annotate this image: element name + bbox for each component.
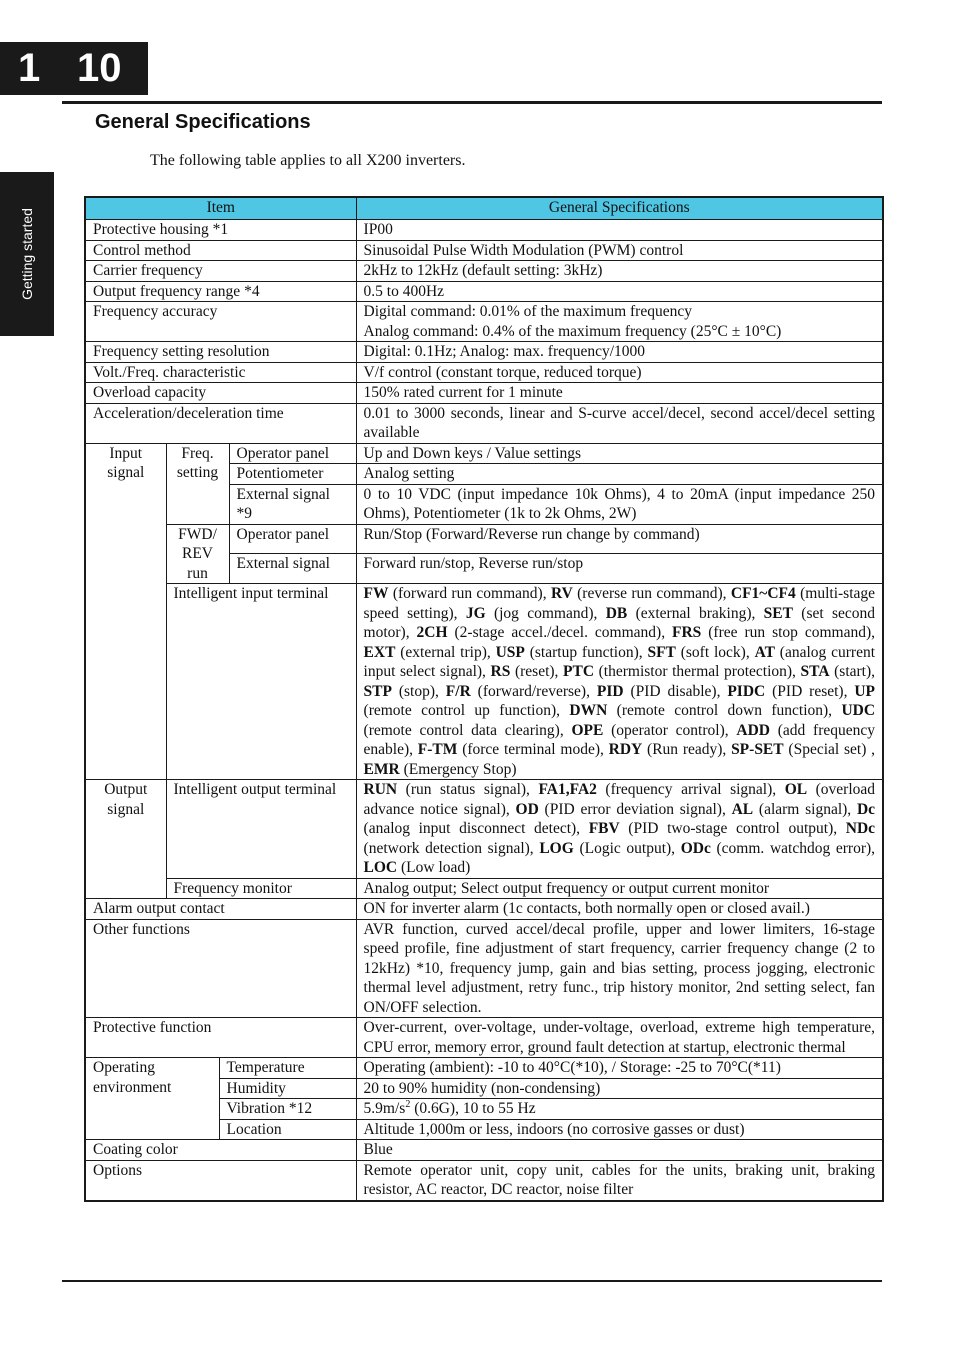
- footer-rule: [62, 1280, 882, 1282]
- row-item: Options: [85, 1160, 356, 1201]
- row-spec: Sinusoidal Pulse Width Modulation (PWM) control: [356, 240, 883, 261]
- signal-description: (alarm signal),: [753, 800, 857, 818]
- table-row: [85, 1018, 883, 1058]
- row-spec: [356, 584, 883, 780]
- row-item: External signal: [229, 554, 356, 584]
- signal-code: OL: [784, 781, 808, 798]
- table-row: [85, 403, 883, 443]
- table-row: [85, 780, 883, 879]
- row-spec: Analog output; Select output frequency or output current monitor: [356, 878, 883, 899]
- table-row: [85, 383, 883, 404]
- signal-code: RUN: [363, 781, 398, 798]
- row-item: Other functions: [85, 919, 356, 1018]
- row-item: Acceleration/deceleration time: [85, 403, 356, 443]
- row-spec: Blue: [356, 1140, 883, 1161]
- signal-code: SET: [763, 604, 793, 622]
- signal-description: (remote control down function),: [607, 702, 842, 719]
- signal-description: (free run stop command),: [701, 624, 876, 641]
- superscript: 2: [405, 1098, 411, 1110]
- col-header-item: Item: [85, 197, 356, 220]
- signal-description: (Special set) ,: [783, 741, 876, 758]
- signal-code: STA: [800, 663, 830, 680]
- signal-description: (PID reset),: [765, 682, 855, 700]
- signal-description: (thermistor thermal protection),: [594, 663, 801, 680]
- side-tab: [0, 172, 54, 336]
- row-item: Temperature: [219, 1058, 356, 1079]
- signal-code: DWN: [569, 702, 608, 719]
- signal-description: (network detection signal),: [363, 839, 540, 857]
- signal-description: (operator control),: [603, 721, 737, 739]
- signal-description: (Logic output),: [573, 839, 681, 857]
- output-signal-group: Output signal: [85, 780, 166, 899]
- signal-code: UDC: [841, 702, 876, 719]
- signal-code: SP-SET: [731, 741, 784, 758]
- row-item: Humidity: [219, 1078, 356, 1099]
- row-spec: Digital: 0.1Hz; Analog: max. frequency/1000: [356, 342, 883, 363]
- signal-description: (Emergency Stop): [399, 760, 517, 778]
- signal-description: (jog command),: [485, 604, 606, 622]
- row-item: Vibration *12: [219, 1099, 356, 1120]
- row-spec: [356, 1099, 883, 1120]
- signal-code: UP: [854, 682, 876, 700]
- signal-code: CF1~CF4: [730, 585, 796, 602]
- table-row: [85, 281, 883, 302]
- table-row: [85, 1160, 883, 1201]
- signal-code: PIDC: [727, 682, 766, 700]
- row-spec: [356, 780, 883, 879]
- signal-code: FBV: [588, 820, 620, 837]
- signal-code: AT: [754, 643, 775, 661]
- row-item: Frequency monitor: [166, 878, 356, 899]
- row-item: Location: [219, 1119, 356, 1140]
- row-spec: 0.01 to 3000 seconds, linear and S-curve accel/decel, second accel/decel setting available: [356, 403, 883, 443]
- page-number: 10: [77, 46, 122, 90]
- signal-code: ADD: [736, 721, 770, 739]
- signal-code: RDY: [608, 741, 643, 758]
- signal-description: (overload advance notice signal),: [363, 781, 876, 818]
- signal-code: LOG: [539, 839, 574, 857]
- row-item: Operator panel: [229, 443, 356, 464]
- header-rule: [62, 101, 882, 104]
- signal-description: (PID error deviation signal),: [538, 800, 732, 818]
- signal-description: (add frequency enable),: [363, 721, 876, 758]
- spec-line: Analog command: 0.4% of the maximum frequency (25°C ± 10°C): [363, 322, 782, 340]
- table-row: [85, 919, 883, 1018]
- row-item: Intelligent input terminal: [166, 584, 356, 780]
- page-number-box: [0, 42, 148, 95]
- signal-description: (forward/reverse),: [470, 682, 597, 700]
- signal-description: (Run ready),: [642, 741, 732, 758]
- signal-description: (comm. watchdog error),: [710, 839, 876, 857]
- signal-code: FRS: [672, 624, 702, 641]
- signal-description: (frequency arrival signal),: [596, 781, 785, 798]
- signal-code: AL: [731, 800, 754, 818]
- signal-code: RV: [550, 585, 573, 602]
- signal-code: PTC: [563, 663, 595, 680]
- signal-description: (start),: [829, 663, 876, 680]
- signal-code: ODc: [680, 839, 711, 857]
- chapter-number: 1: [18, 46, 41, 90]
- row-item: Frequency accuracy: [85, 302, 356, 342]
- signal-code: FA1,FA2: [538, 781, 597, 798]
- row-spec: 2kHz to 12kHz (default setting: 3kHz): [356, 261, 883, 282]
- signal-code: NDc: [845, 820, 876, 837]
- signal-code: F/R: [445, 682, 471, 700]
- signal-code: PID: [596, 682, 624, 700]
- row-spec: Analog setting: [356, 464, 883, 485]
- row-spec: Over-current, over-voltage, under-voltage, overload, extreme high temperature, CPU error, memory error, ground fault detection at startup, electronic thermal: [356, 1018, 883, 1058]
- row-item: Protective function: [85, 1018, 356, 1058]
- row-spec: 0.5 to 400Hz: [356, 281, 883, 302]
- signal-description: (Low load): [397, 859, 471, 876]
- row-spec: Altitude 1,000m or less, indoors (no corrosive gasses or dust): [356, 1119, 883, 1140]
- intro-text: The following table applies to all X200 inverters.: [150, 152, 466, 169]
- row-item: Frequency setting resolution: [85, 342, 356, 363]
- table-row: [85, 302, 883, 342]
- table-header-row: [85, 197, 883, 220]
- signal-code: F-TM: [417, 741, 458, 758]
- signal-description: (stop),: [391, 682, 446, 700]
- table-row: [85, 584, 883, 780]
- table-row: [85, 220, 883, 241]
- signal-code: LOC: [363, 859, 398, 876]
- table-row: [85, 342, 883, 363]
- spec-table: [84, 196, 884, 1202]
- spec-text: (0.6G), 10 to 55 Hz: [410, 1100, 536, 1117]
- row-item: Alarm output contact: [85, 899, 356, 920]
- signal-description: (force terminal mode),: [457, 741, 609, 758]
- signal-description: (external trip),: [395, 643, 496, 661]
- row-spec: Up and Down keys / Value settings: [356, 443, 883, 464]
- signal-description: (remote control up function),: [363, 702, 570, 719]
- signal-description: (remote control data clearing),: [363, 721, 572, 739]
- signal-code: RS: [490, 663, 511, 680]
- row-spec: [356, 302, 883, 342]
- row-spec: Remote operator unit, copy unit, cables for the units, braking unit, braking resistor, AC reactor, DC reactor, noise filter: [356, 1160, 883, 1201]
- table-row: [85, 899, 883, 920]
- row-spec: V/f control (constant torque, reduced torque): [356, 362, 883, 383]
- freq-setting-group: Freq. setting: [166, 443, 229, 524]
- table-row: [85, 240, 883, 261]
- signal-code: 2CH: [416, 624, 448, 641]
- row-item: Operator panel: [229, 524, 356, 554]
- signal-description: (forward run command),: [388, 585, 551, 602]
- table-row: [85, 443, 883, 464]
- row-item: Potentiometer: [229, 464, 356, 485]
- row-spec: 20 to 90% humidity (non-condensing): [356, 1078, 883, 1099]
- signal-description: (run status signal),: [397, 781, 539, 798]
- row-spec: 0 to 10 VDC (input impedance 10k Ohms), 4 to 20mA (input impedance 250 Ohms), Potentiometer (1k to 2k Ohms, 2W): [356, 484, 883, 524]
- table-row: [85, 1058, 883, 1079]
- row-spec: Operating (ambient): -10 to 40°C(*10), / Storage: -25 to 70°C(*11): [356, 1058, 883, 1079]
- row-item: Control method: [85, 240, 356, 261]
- signal-code: STP: [363, 682, 392, 700]
- spec-text: 5.9m/s: [363, 1100, 406, 1117]
- row-spec: Forward run/stop, Reverse run/stop: [356, 554, 883, 584]
- row-item: Volt./Freq. characteristic: [85, 362, 356, 383]
- signal-code: DB: [605, 604, 628, 622]
- side-tab-label: Getting started: [19, 208, 35, 300]
- signal-code: JG: [465, 604, 486, 622]
- signal-code: USP: [495, 643, 525, 661]
- table-row: [85, 524, 883, 554]
- table-row: [85, 261, 883, 282]
- signal-description: (analog input disconnect detect),: [363, 820, 589, 837]
- row-spec: 150% rated current for 1 minute: [356, 383, 883, 404]
- signal-description: (PID two-stage control output),: [619, 820, 846, 837]
- signal-description: (multi-stage speed setting),: [363, 585, 876, 622]
- input-signal-group: Input signal: [85, 443, 166, 780]
- signal-code: EMR: [363, 760, 400, 778]
- spec-line: Digital command: 0.01% of the maximum frequency: [363, 303, 692, 320]
- row-item: Overload capacity: [85, 383, 356, 404]
- operating-environment-group: Operating environment: [85, 1058, 219, 1140]
- row-item: External signal *9: [229, 484, 356, 524]
- table-row: [85, 362, 883, 383]
- section-title: General Specifications: [95, 111, 311, 133]
- row-spec: AVR function, curved accel/decal profile, upper and lower limiters, 16-stage speed profile, fine adjustment of start frequency, carrier frequency change (2 to 12kHz) *10, frequency jump, gain and bias setting, process jogging, electronic thermal level adjustment, retry func., trip history monitor, 2nd setting select, fan ON/OFF selection.: [356, 919, 883, 1018]
- row-item: Protective housing *1: [85, 220, 356, 241]
- signal-code: FW: [363, 585, 389, 602]
- signal-description: (soft lock),: [675, 643, 755, 661]
- signal-description: (reverse run command),: [572, 585, 731, 602]
- signal-code: EXT: [363, 643, 396, 661]
- table-row: [85, 1140, 883, 1161]
- signal-code: SFT: [647, 643, 676, 661]
- row-spec: IP00: [356, 220, 883, 241]
- row-item: Output frequency range *4: [85, 281, 356, 302]
- fwd-rev-run-group: FWD/ REV run: [166, 524, 229, 584]
- row-item: Coating color: [85, 1140, 356, 1161]
- signal-description: (external braking),: [627, 604, 764, 622]
- row-item: Intelligent output terminal: [166, 780, 356, 879]
- signal-code: Dc: [856, 800, 876, 818]
- signal-description: (PID disable),: [623, 682, 728, 700]
- signal-description: (startup function),: [524, 643, 648, 661]
- signal-code: OPE: [571, 721, 604, 739]
- signal-description: (analog current input select signal),: [363, 643, 876, 680]
- row-spec: ON for inverter alarm (1c contacts, both normally open or closed avail.): [356, 899, 883, 920]
- signal-description: (set second motor),: [363, 604, 876, 641]
- row-spec: Run/Stop (Forward/Reverse run change by command): [356, 524, 883, 554]
- table-row: [85, 878, 883, 899]
- signal-code: OD: [515, 800, 539, 818]
- col-header-spec: General Specifications: [356, 197, 883, 220]
- signal-description: (2-stage accel./decel. command),: [447, 624, 673, 641]
- signal-description: (reset),: [510, 663, 564, 680]
- row-item: Carrier frequency: [85, 261, 356, 282]
